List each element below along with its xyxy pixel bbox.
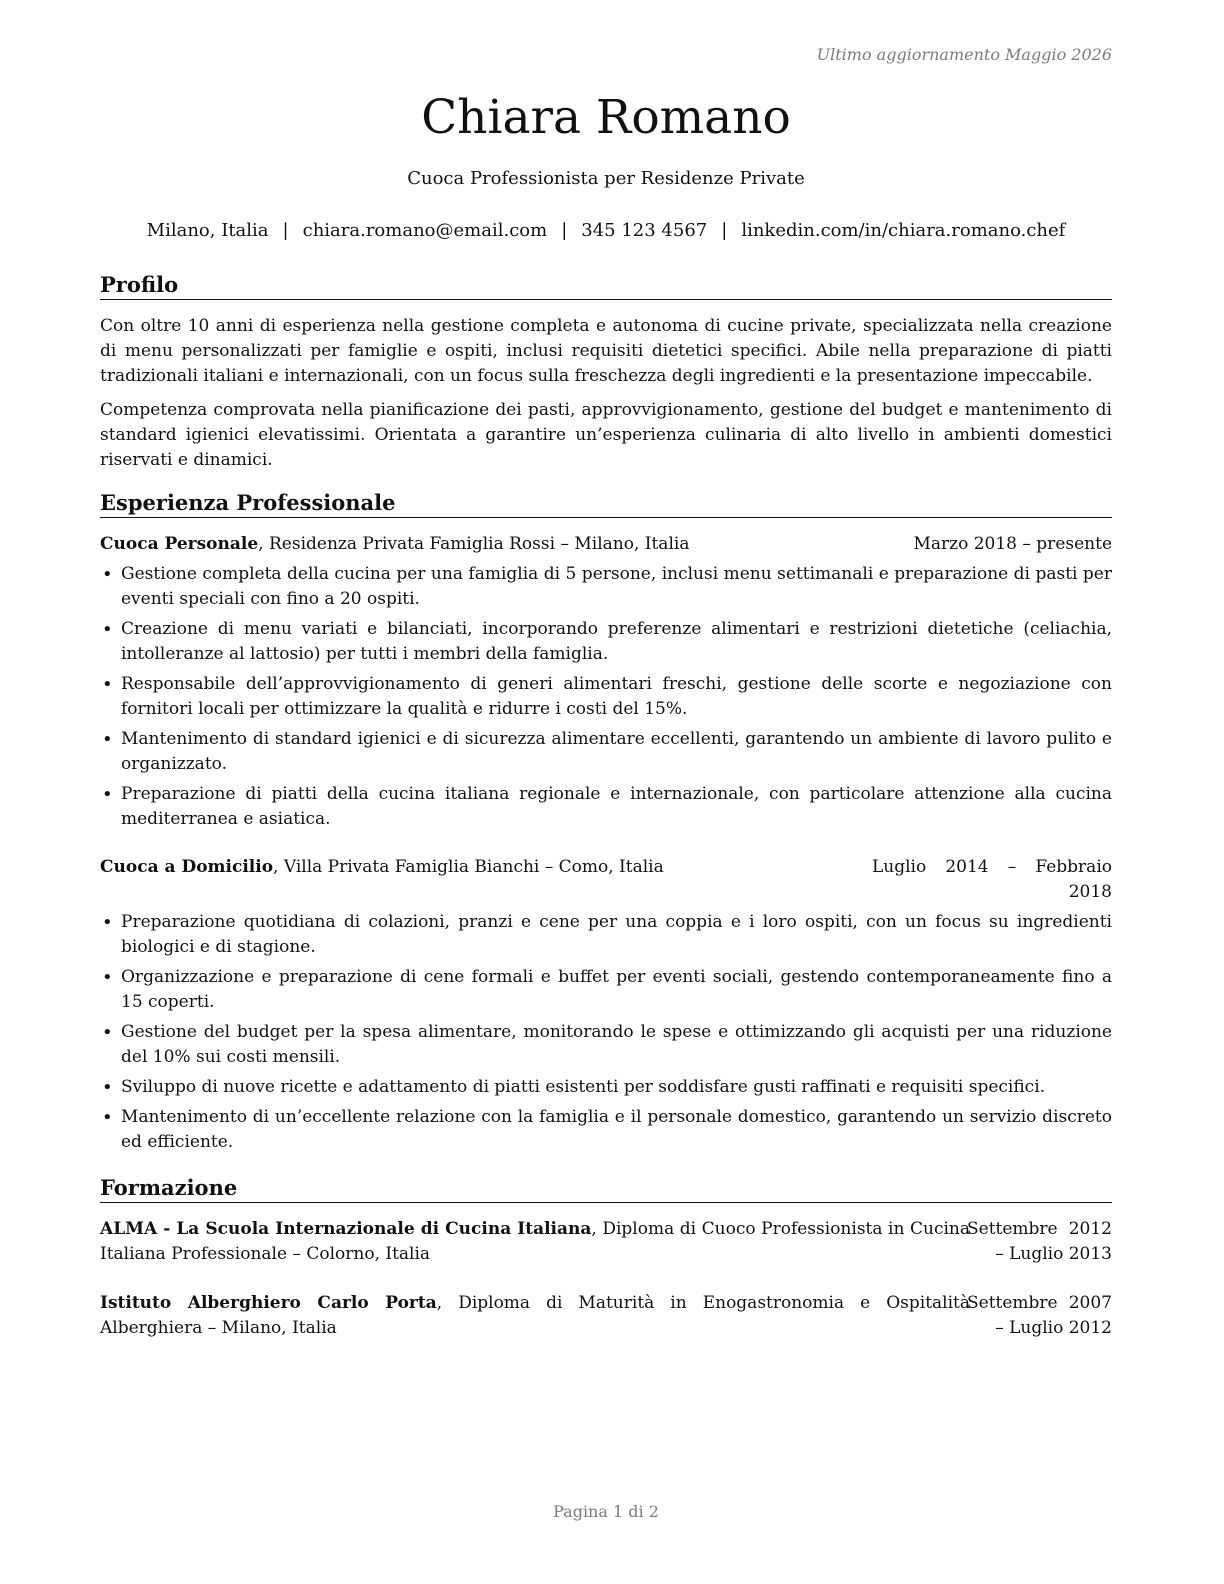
candidate-name: Chiara Romano (421, 90, 791, 145)
job-bullets (100, 562, 1112, 837)
contact-separator: | (561, 220, 568, 241)
education-detail: , Diploma di Maturità in Enogastronomia e Ospitalità Alberghiera – Milano, Italia (100, 1293, 971, 1338)
job-role: Cuoca a Domicilio (100, 857, 274, 877)
contact-separator: | (282, 220, 289, 241)
education-school: Istituto Alberghiero Carlo Porta (100, 1293, 437, 1313)
contact-email[interactable]: chiara.romano@email.com (302, 220, 548, 241)
list-item: • Gestione completa della cucina per una famiglia di 5 persone, inclusi menu settimanali e preparazione di pasti per eventi speciali con fino a 20 ospiti. (100, 562, 1112, 612)
job-bullets (100, 910, 1112, 1160)
job-header (100, 855, 1112, 902)
education-entry (100, 1217, 1112, 1267)
last-updated: Ultimo aggiornamento Maggio 2026 (816, 45, 1112, 64)
contact-phone[interactable]: 345 123 4567 (581, 220, 708, 241)
job-dates: Marzo 2018 – presente (913, 534, 1112, 554)
profile-paragraph: Competenza comprovata nella pianificazione dei pasti, approvvigionamento, gestione del budget e mantenimento di standard igienici elevatissimi. Orientata a garantire un’esperienza culinaria di alto livello in ambienti domestici riservati e dinamici. (100, 400, 1112, 470)
profile-paragraph: Con oltre 10 anni di esperienza nella gestione completa e autonoma di cucine private, specializzata nella creazione di menu personalizzati per famiglie e ospiti, inclusi requisiti dietetici specifici. Abile nella preparazione di piatti tradizionali italiani e internazionali, con un focus sulla freschezza degli ingredienti e la presentazione impeccabile. (100, 316, 1112, 386)
education-dates: Settembre 2012 – Luglio 2013 (967, 1219, 1112, 1264)
job-header (100, 532, 1112, 557)
list-item: • Mantenimento di un’eccellente relazione con la famiglia e il personale domestico, garantendo un servizio discreto ed efficiente. (100, 1105, 1112, 1155)
list-item: • Preparazione quotidiana di colazioni, pranzi e cene per una coppia e i loro ospiti, con un focus su ingredienti biologici e di stagione. (100, 910, 1112, 960)
list-item: • Sviluppo di nuove ricette e adattamento di piatti esistenti per soddisfare gusti raffinati e requisiti specifici. (100, 1075, 1112, 1100)
contact-line (100, 220, 1112, 241)
resume-page (100, 0, 1112, 1584)
job-dates: Luglio 2014 – Febbraio 2018 (872, 857, 1112, 902)
list-item: • Preparazione di piatti della cucina italiana regionale e internazionale, con particolare attenzione alla cucina mediterranea e asiatica. (100, 782, 1112, 832)
job-role: Cuoca Personale (100, 534, 259, 554)
list-item: • Gestione del budget per la spesa alimentare, monitorando le spese e ottimizzando gli acquisti per una riduzione del 10% sui costi mensili. (100, 1020, 1112, 1070)
section-title-education: Formazione (100, 1175, 1112, 1203)
contact-linkedin[interactable]: linkedin.com/in/chiara.romano.chef (741, 220, 1066, 241)
education-detail: , Diploma di Cuoco Professionista in Cucina Italiana Professionale – Colorno, Italia (100, 1219, 970, 1264)
page-number: Pagina 1 di 2 (553, 1502, 659, 1521)
list-item: • Creazione di menu variati e bilanciati, incorporando preferenze alimentari e restrizioni dietetiche (celiachia, intolleranze al lattosio) per tutti i membri della famiglia. (100, 617, 1112, 667)
list-item: • Mantenimento di standard igienici e di sicurezza alimentare eccellenti, garantendo un ambiente di lavoro pulito e organizzato. (100, 727, 1112, 777)
contact-location: Milano, Italia (146, 220, 269, 241)
education-entry (100, 1291, 1112, 1341)
section-title-profile: Profilo (100, 272, 1112, 300)
education-dates: Settembre 2007 – Luglio 2012 (967, 1293, 1112, 1338)
job-place: , Villa Privata Famiglia Bianchi – Como, Italia (273, 857, 664, 877)
list-item: • Organizzazione e preparazione di cene formali e buffet per eventi sociali, gestendo contemporaneamente fino a 15 coperti. (100, 965, 1112, 1015)
contact-separator: | (721, 220, 728, 241)
candidate-title: Cuoca Professionista per Residenze Private (407, 168, 805, 189)
list-item: • Responsabile dell’approvvigionamento di generi alimentari freschi, gestione delle scorte e negoziazione con fornitori locali per ottimizzare la qualità e ridurre i costi del 15%. (100, 672, 1112, 722)
section-title-experience: Esperienza Professionale (100, 490, 1112, 518)
job-place: , Residenza Privata Famiglia Rossi – Milano, Italia (258, 534, 690, 554)
education-school: ALMA - La Scuola Internazionale di Cucina Italiana (100, 1219, 592, 1239)
